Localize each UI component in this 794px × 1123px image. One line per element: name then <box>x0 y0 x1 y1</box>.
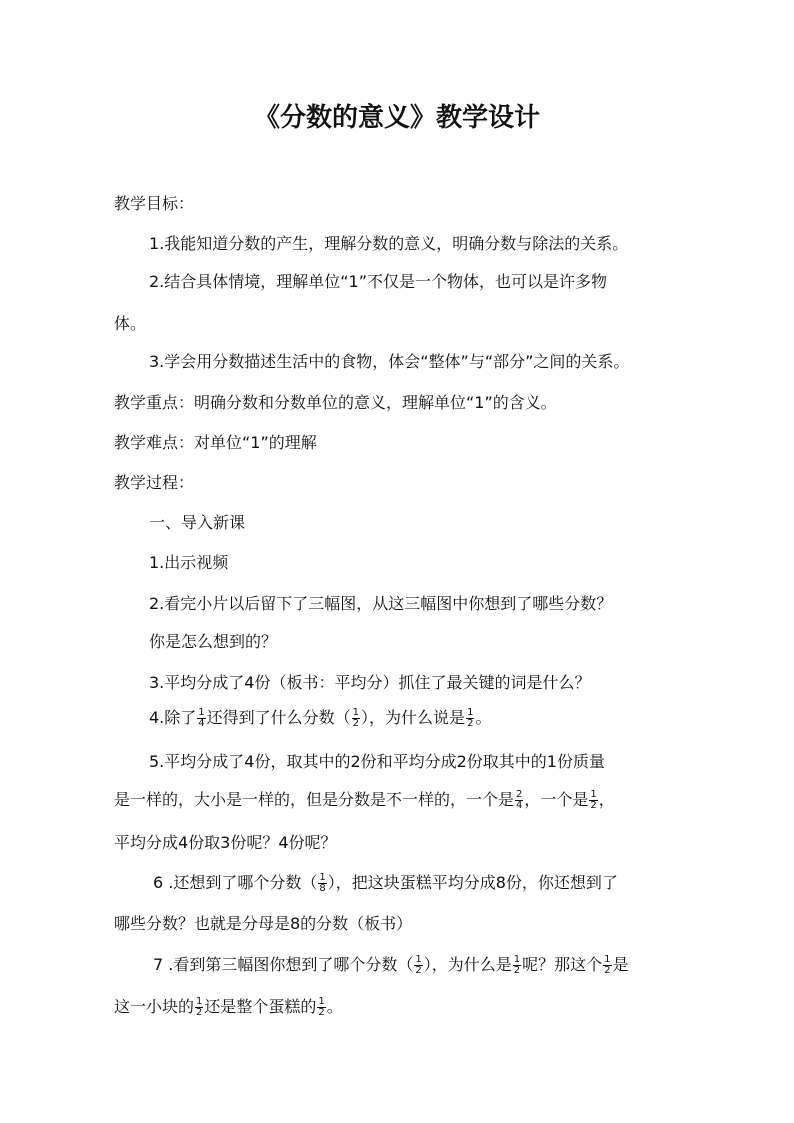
text-run: 还是整个蛋糕的 <box>204 997 317 1016</box>
step-2-line-2: 你是怎么想到的？ <box>149 632 278 651</box>
fraction-denominator: 4 <box>198 718 205 729</box>
fraction-numerator: 1 <box>352 707 360 718</box>
step-2-line-1: 2.看完小片以后留下了三幅图，从这三幅图中你想到了哪些分数？ <box>149 594 613 613</box>
fraction-denominator: 2 <box>196 1007 203 1018</box>
fraction-numerator: 1 <box>196 996 203 1007</box>
fraction-numerator: 1 <box>318 996 325 1007</box>
fraction <box>466 708 474 729</box>
step-1: 1.出示视频 <box>149 553 229 572</box>
difficulty-point: 教学难点：对单位“1”的理解 <box>114 433 317 452</box>
text-run: 这一小块的 <box>114 997 195 1016</box>
fraction <box>195 997 203 1018</box>
fraction-denominator: 2 <box>318 1007 325 1018</box>
text-run: 呢？那这个 <box>522 955 603 974</box>
step-5-line-2 <box>114 788 704 812</box>
text-run: 6 .还想到了哪个分数（ <box>153 873 318 892</box>
fraction-denominator: 4 <box>516 800 523 811</box>
step-5-line-1: 5.平均分成了4份，取其中的2份和平均分成2份取其中的1份质量 <box>149 752 605 771</box>
fraction-numerator: 1 <box>467 707 474 718</box>
fraction-denominator: 8 <box>319 883 326 894</box>
text-run: 7 .看到第三幅图你想到了哪个分数（ <box>153 955 414 974</box>
fraction-numerator: 2 <box>516 789 523 800</box>
text-run: ），为什么说是 <box>361 708 466 727</box>
objective-item-1: 1.我能知道分数的产生，理解分数的意义，明确分数与除法的关系。 <box>149 234 629 253</box>
objective-item-3: 3.学会用分数描述生活中的食物，体会“整体”与“部分”之间的关系。 <box>149 352 630 371</box>
text-run: ， <box>598 790 615 809</box>
fraction <box>513 955 521 976</box>
fraction <box>318 873 326 894</box>
step-5-line-3: 平均分成4份取3份呢？4份呢？ <box>114 833 337 852</box>
objective-item-2-line-1: 2.结合具体情境，理解单位“1”不仅是一个物体，也可以是许多物 <box>149 272 608 291</box>
fraction <box>515 790 523 811</box>
fraction <box>317 997 325 1018</box>
fraction-denominator: 2 <box>467 718 474 729</box>
text-run: 4.除了 <box>149 708 197 727</box>
objective-item-2-line-2: 体。 <box>114 314 147 333</box>
fraction-denominator: 2 <box>415 965 422 976</box>
step-4 <box>149 706 739 730</box>
fraction-numerator: 1 <box>590 789 597 800</box>
text-run: ，一个是 <box>524 790 589 809</box>
text-run: ），为什么是 <box>423 955 512 974</box>
fraction-denominator: 2 <box>604 965 611 976</box>
key-point: 教学重点：明确分数和分数单位的意义，理解单位“1”的含义。 <box>114 393 557 412</box>
fraction <box>603 955 611 976</box>
fraction-numerator: 1 <box>604 954 611 965</box>
fraction <box>352 708 360 729</box>
fraction-numerator: 1 <box>198 707 205 718</box>
text-run: 是一样的，大小是一样的，但是分数是不一样的，一个是 <box>114 790 515 809</box>
step-7-line-1 <box>153 953 743 977</box>
document-title: 《分数的意义》教学设计 <box>253 103 540 133</box>
step-7-line-2 <box>114 995 704 1019</box>
process-heading: 教学过程： <box>114 473 195 492</box>
step-6-line-2: 哪些分数？也就是分母是8的分数（板书） <box>114 914 413 933</box>
text-run: 还得到了什么分数（ <box>206 708 351 727</box>
fraction-numerator: 1 <box>319 872 326 883</box>
text-run: 是 <box>612 955 629 974</box>
fraction-denominator: 2 <box>590 800 597 811</box>
text-run: 。 <box>475 708 492 727</box>
fraction-denominator: 2 <box>513 965 521 976</box>
objectives-heading: 教学目标： <box>114 194 195 213</box>
fraction-numerator: 1 <box>513 954 521 965</box>
fraction-denominator: 2 <box>352 718 360 729</box>
section-1-heading: 一、导入新课 <box>149 513 246 532</box>
text-run: 。 <box>326 997 343 1016</box>
fraction <box>197 708 205 729</box>
step-6-line-1 <box>153 871 743 895</box>
fraction <box>414 955 422 976</box>
step-3: 3.平均分成了4份（板书：平均分）抓住了最关键的词是什么？ <box>149 673 591 692</box>
fraction <box>589 790 597 811</box>
fraction-numerator: 1 <box>415 954 422 965</box>
text-run: ），把这块蛋糕平均分成8份，你还想到了 <box>327 873 618 892</box>
